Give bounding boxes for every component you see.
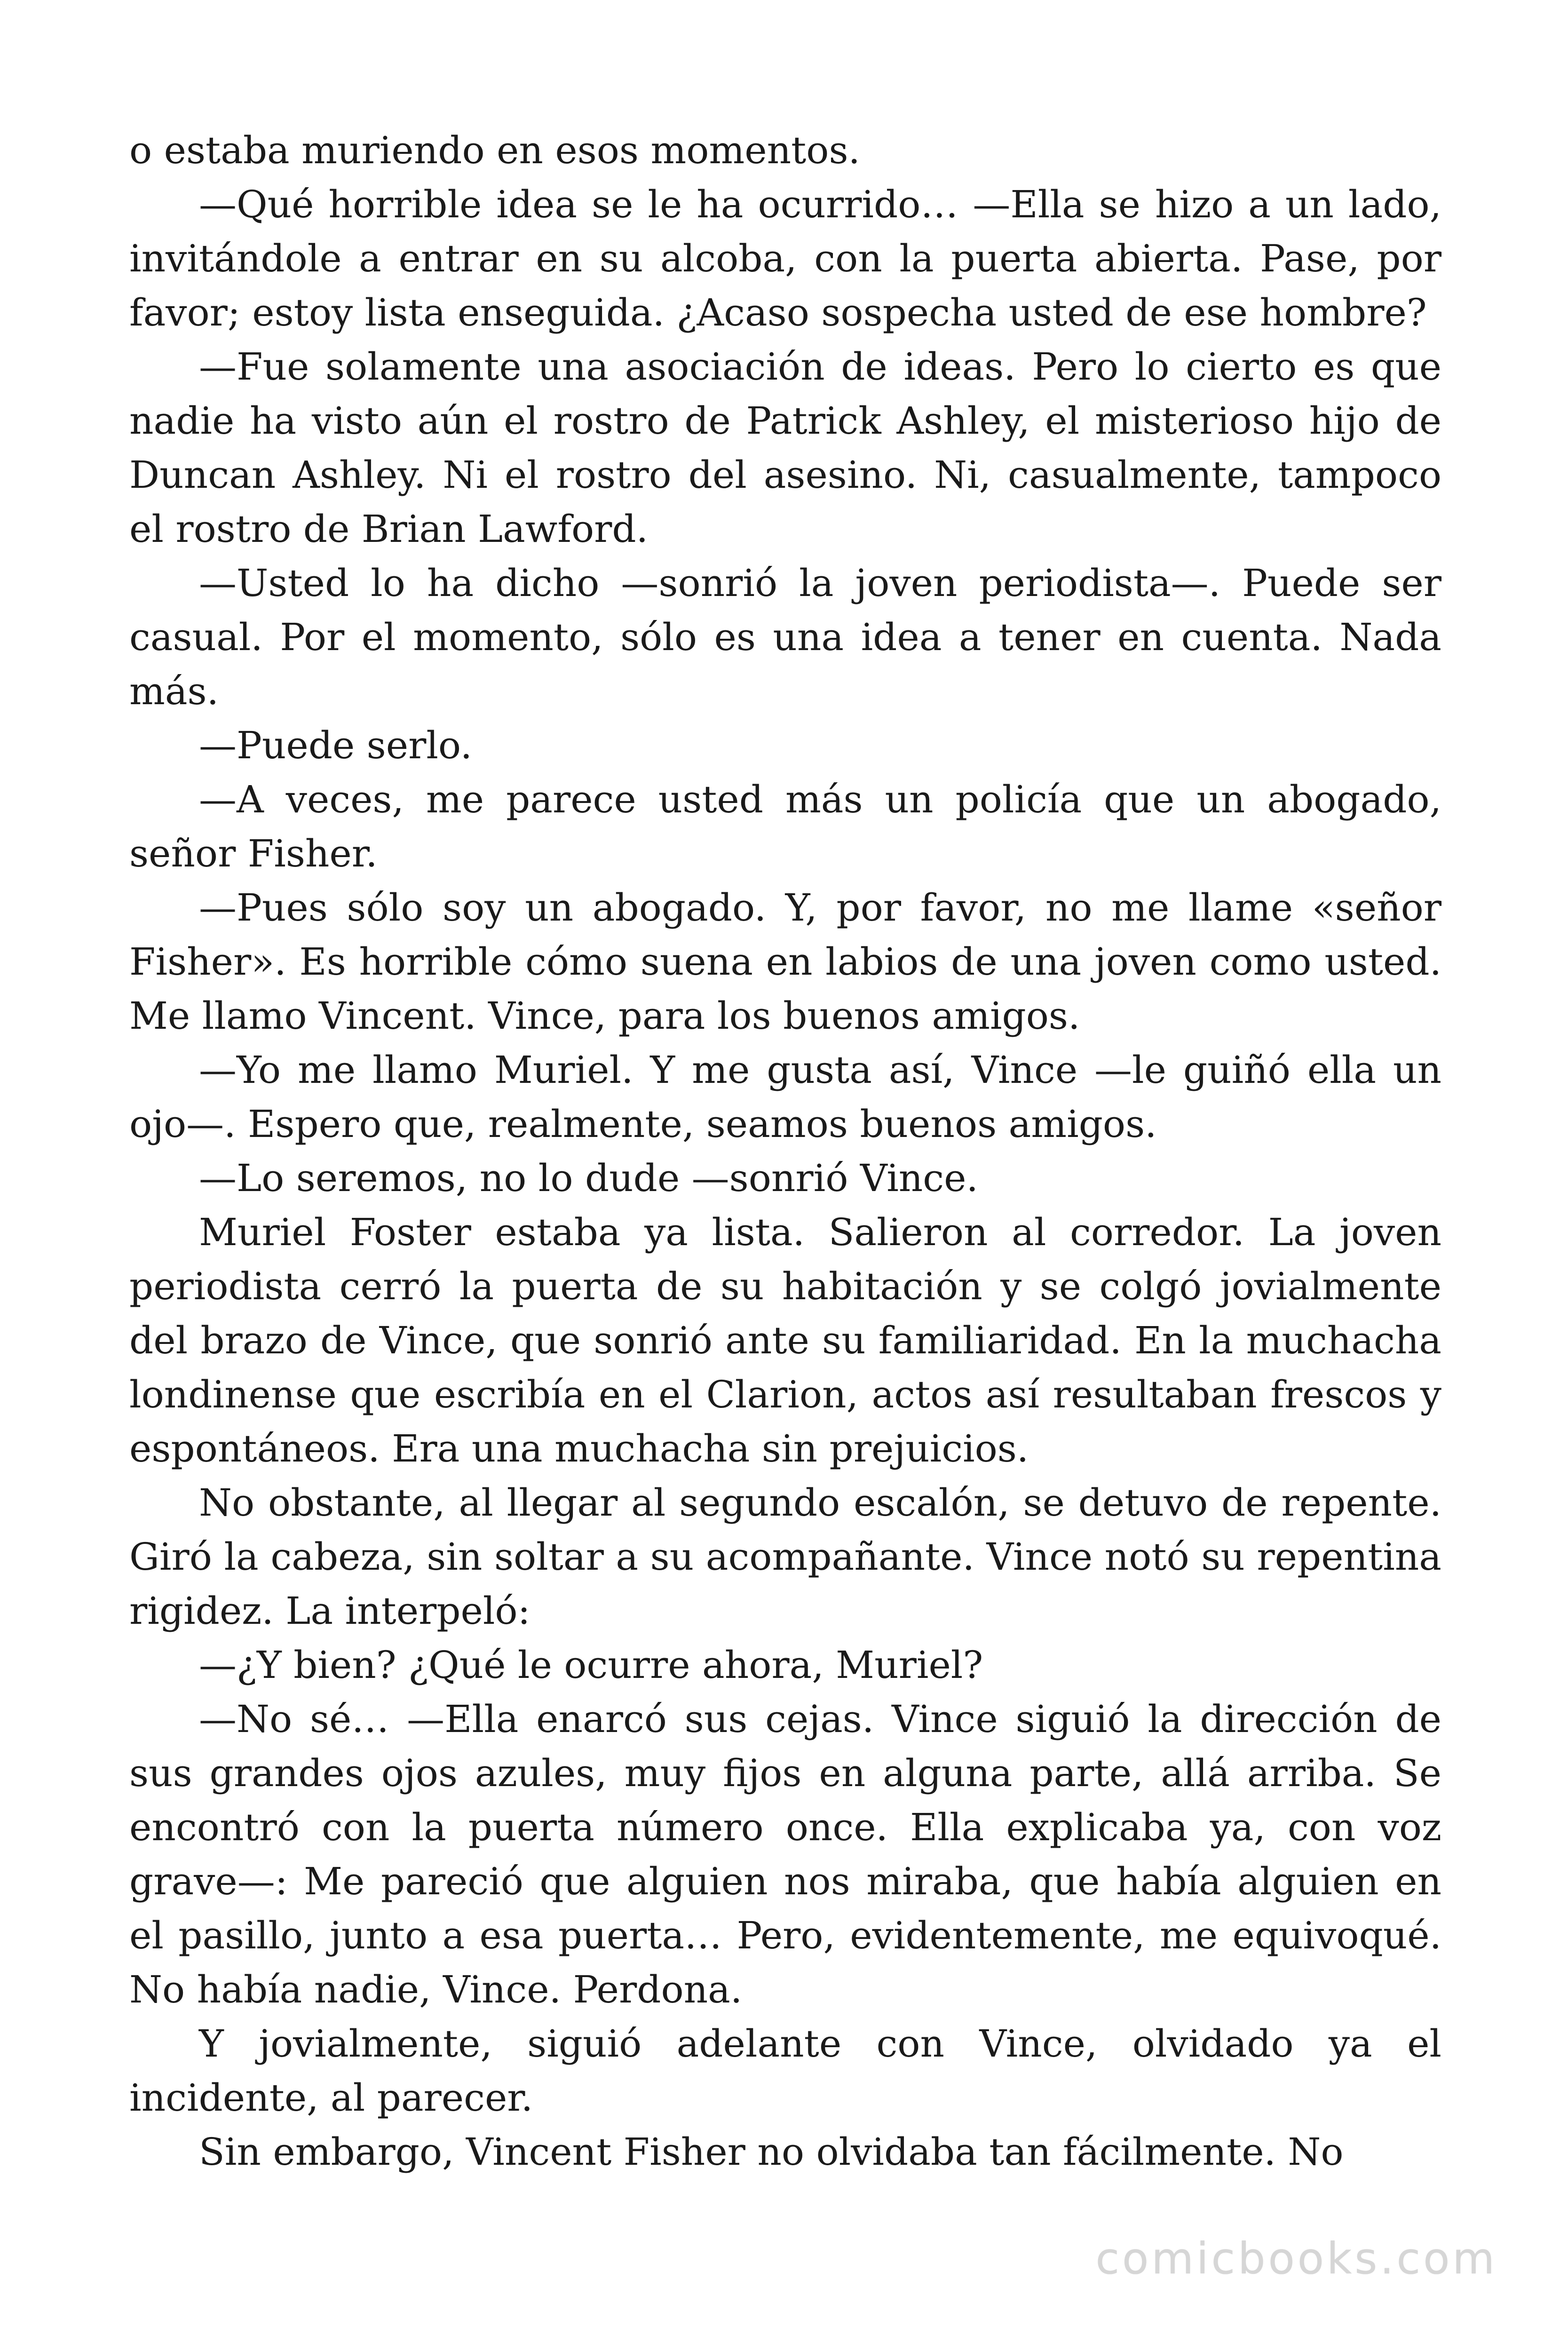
paragraph-4: —Usted lo ha dicho —sonrió la joven periodista—. Puede ser casual. Por el momento, sólo es una idea a tener en cuenta. Nada más.	[129, 561, 1441, 713]
paragraph-9: —Lo seremos, no lo dude —sonrió Vince.	[199, 1156, 978, 1200]
paragraph-12: —¿Y bien? ¿Qué le ocurre ahora, Muriel?	[199, 1643, 983, 1687]
paragraph-11: No obstante, al llegar al segundo escalón, se detuvo de repente. Giró la cabeza, sin soltar a su acompañante. Vince notó su repentina rigidez. La interpeló:	[129, 1481, 1441, 1633]
paragraph-14: Y jovialmente, siguió adelante con Vince, olvidado ya el incidente, al parecer.	[129, 2022, 1441, 2120]
watermark: comicbooks.com	[1095, 2233, 1497, 2284]
paragraph-7: —Pues sólo soy un abogado. Y, por favor, no me llame «señor Fisher». Es horrible cómo suena en labios de una joven como usted. Me llamo Vincent. Vince, para los buenos amigos.	[129, 886, 1441, 1038]
paragraph-15: Sin embargo, Vincent Fisher no olvidaba tan fácilmente. No	[199, 2130, 1344, 2174]
paragraph-13: —No sé… —Ella enarcó sus cejas. Vince siguió la dirección de sus grandes ojos azules, muy fijos en alguna parte, allá arriba. Se encontró con la puerta número once. Ella explicaba ya, con voz grave—: Me pareció que alguien nos miraba, que había alguien en el pasillo, junto a esa puerta… Pero, evidentemente, me equivoqué. No había nadie, Vince. Perdona.	[129, 1697, 1441, 2011]
paragraph-5: —Puede serlo.	[199, 723, 473, 767]
paragraph-1: o estaba muriendo en esos momentos.	[129, 128, 860, 172]
paragraph-2: —Qué horrible idea se le ha ocurrido… —Ella se hizo a un lado, invitándole a entrar en su alcoba, con la puerta abierta. Pase, por favor; estoy lista enseguida. ¿Acaso sospecha usted de ese hombre?	[129, 183, 1441, 334]
paragraph-10: Muriel Foster estaba ya lista. Salieron al corredor. La joven periodista cerró la puerta de su habitación y se colgó jovialmente del brazo de Vince, que sonrió ante su familiaridad. En la muchacha londinense que escribía en el Clarion, actos así resultaban frescos y espontáneos. Era una muchacha sin prejuicios.	[129, 1210, 1441, 1470]
paragraph-6: —A veces, me parece usted más un policía que un abogado, señor Fisher.	[129, 778, 1441, 875]
paragraph-3: —Fue solamente una asociación de ideas. Pero lo cierto es que nadie ha visto aún el rostro de Patrick Ashley, el misterioso hijo de Duncan Ashley. Ni el rostro del asesino. Ni, casualmente, tampoco el rostro de Brian Lawford.	[129, 345, 1441, 551]
book-page-text	[129, 123, 1441, 2179]
paragraph-8: —Yo me llamo Muriel. Y me gusta así, Vince —le guiñó ella un ojo—. Espero que, realmente, seamos buenos amigos.	[129, 1048, 1441, 1146]
